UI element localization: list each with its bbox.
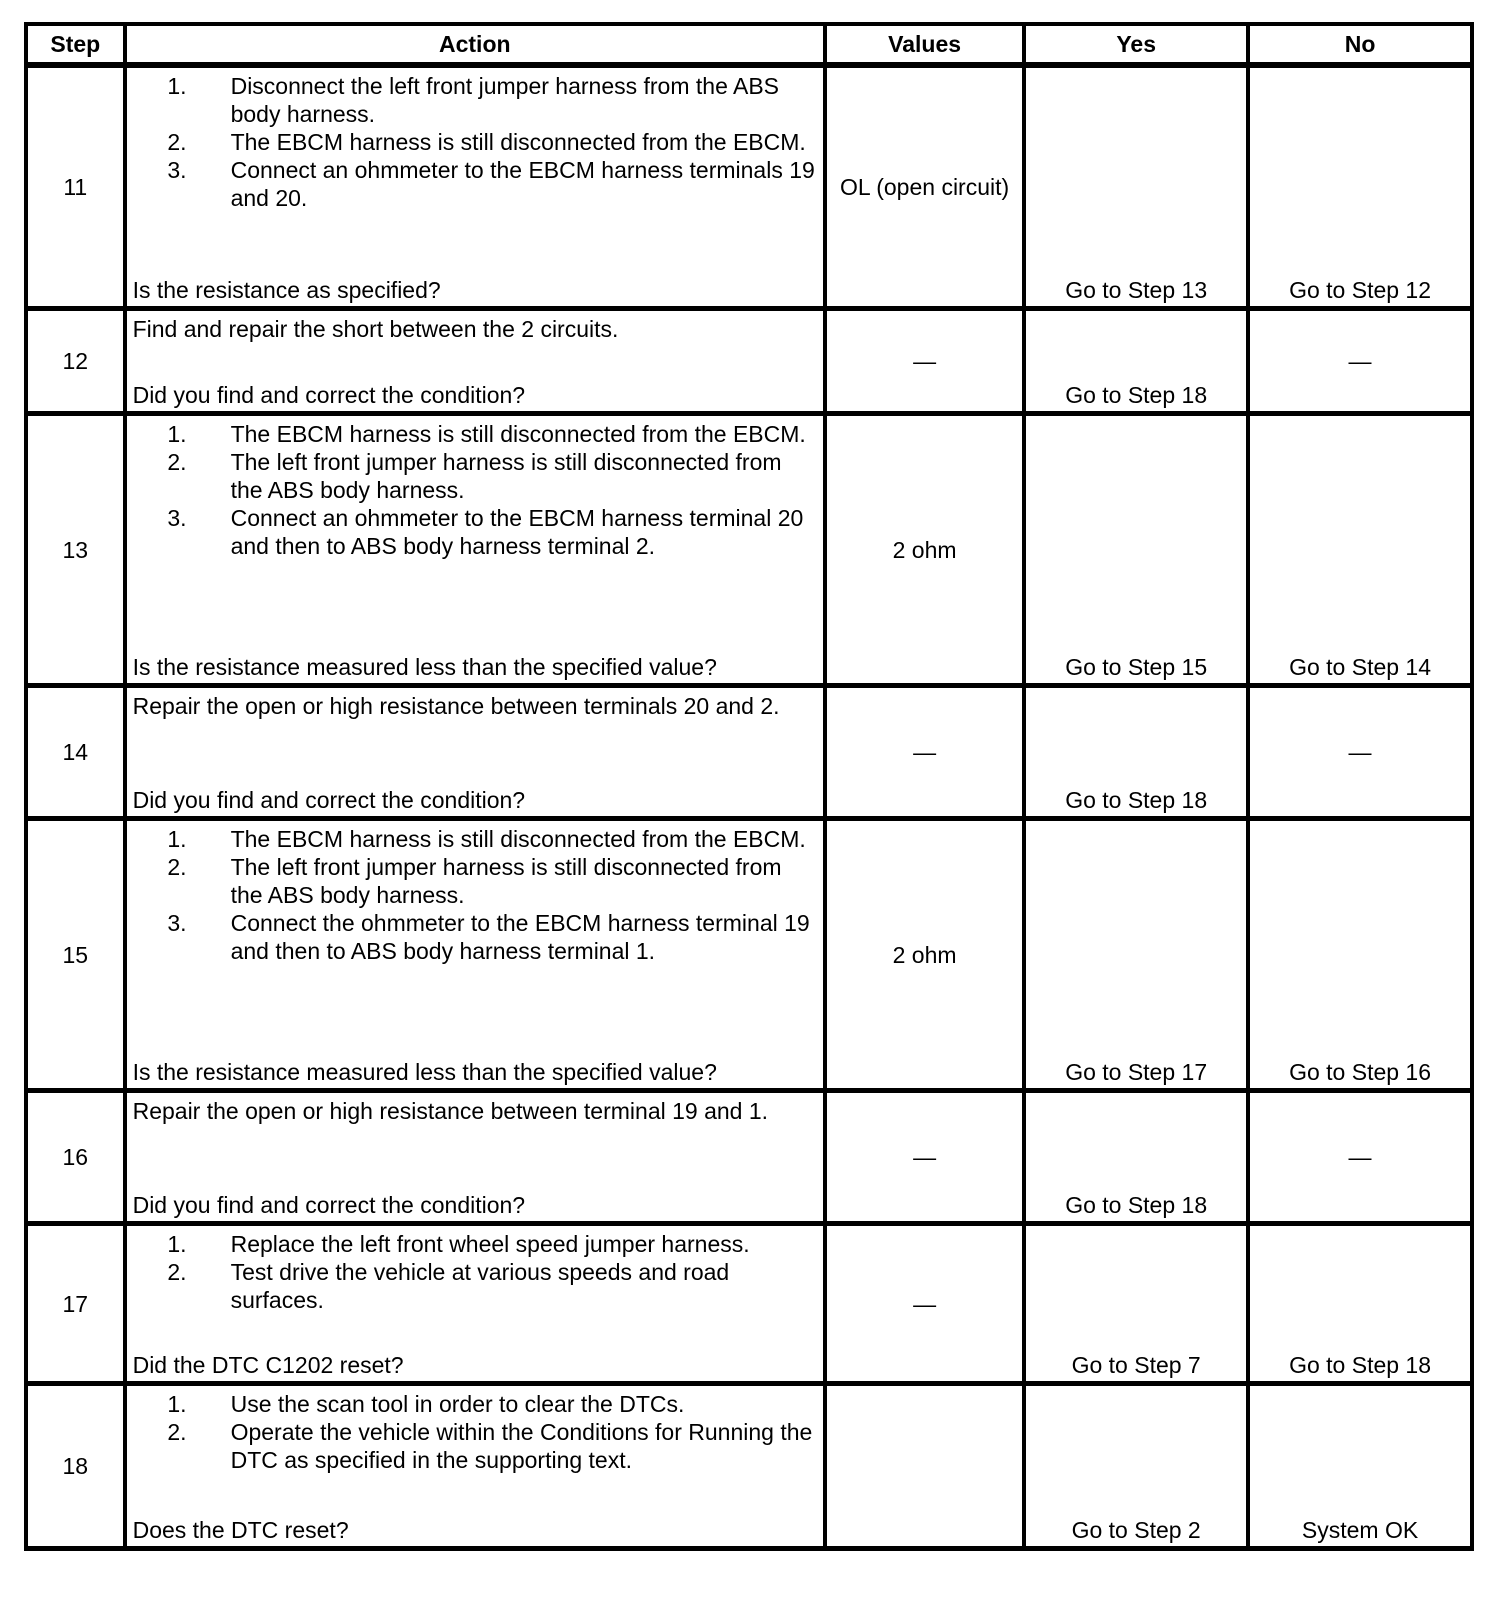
action-step-item <box>133 504 815 560</box>
values-cell: — <box>825 1224 1024 1384</box>
action-step-number: 2. <box>167 129 187 155</box>
header-yes: Yes <box>1024 24 1248 65</box>
yes-cell: Go to Step 17 <box>1024 819 1248 1091</box>
action-step-number: 1. <box>167 73 187 99</box>
yes-cell: Go to Step 2 <box>1024 1384 1248 1549</box>
table-row <box>26 819 1472 1091</box>
action-step-item <box>133 1390 815 1418</box>
action-cell <box>125 686 825 819</box>
no-cell: Go to Step 18 <box>1248 1224 1472 1384</box>
header-step: Step <box>26 24 125 65</box>
values-cell: 2 ohm <box>825 819 1024 1091</box>
table-row <box>26 1091 1472 1224</box>
action-step-text: The EBCM harness is still disconnected from the EBCM. <box>230 421 806 447</box>
yes-cell: Go to Step 13 <box>1024 65 1248 309</box>
action-step-item <box>133 1230 815 1258</box>
action-content <box>133 1390 815 1544</box>
action-content <box>133 692 815 814</box>
action-content <box>133 1230 815 1379</box>
action-cell <box>125 819 825 1091</box>
step-number: 17 <box>26 1224 125 1384</box>
action-cell <box>125 65 825 309</box>
action-step-number: 3. <box>167 157 187 183</box>
yes-cell: Go to Step 15 <box>1024 414 1248 686</box>
step-number: 12 <box>26 309 125 414</box>
action-step-text: Operate the vehicle within the Conditions for Running the DTC as specified in the supporting text. <box>230 1419 813 1473</box>
values-cell: OL (open circuit) <box>825 65 1024 309</box>
yes-cell: Go to Step 7 <box>1024 1224 1248 1384</box>
action-question: Did the DTC C1202 reset? <box>132 1352 404 1378</box>
action-step-text: Connect an ohmmeter to the EBCM harness terminal 20 and then to ABS body harness terminal 2. <box>230 505 804 559</box>
action-step-item <box>133 72 815 128</box>
step-number: 13 <box>26 414 125 686</box>
action-step-number: 1. <box>167 1231 187 1257</box>
table-row <box>26 309 1472 414</box>
action-step-item <box>133 853 815 909</box>
no-cell: Go to Step 16 <box>1248 819 1472 1091</box>
action-cell <box>125 1091 825 1224</box>
action-step-text: Replace the left front wheel speed jumper harness. <box>230 1231 750 1257</box>
values-cell: — <box>825 686 1024 819</box>
yes-cell: Go to Step 18 <box>1024 686 1248 819</box>
action-step-text: Use the scan tool in order to clear the DTCs. <box>230 1391 685 1417</box>
action-step-text: The left front jumper harness is still disconnected from the ABS body harness. <box>230 854 782 908</box>
action-content <box>133 1097 815 1219</box>
table-body <box>26 65 1472 1549</box>
no-cell: — <box>1248 1091 1472 1224</box>
values-cell: — <box>825 309 1024 414</box>
action-text: Repair the open or high resistance between terminals 20 and 2. <box>132 693 780 719</box>
values-cell: 2 ohm <box>825 414 1024 686</box>
action-step-item <box>133 448 815 504</box>
action-step-list <box>133 825 815 965</box>
action-step-text: Connect an ohmmeter to the EBCM harness terminals 19 and 20. <box>230 157 815 211</box>
action-question: Did you find and correct the condition? <box>132 787 526 813</box>
action-text: Repair the open or high resistance between terminal 19 and 1. <box>132 1098 769 1124</box>
action-question: Is the resistance as specified? <box>132 277 441 303</box>
action-step-list <box>133 1230 815 1314</box>
header-row <box>26 24 1472 65</box>
no-cell: Go to Step 14 <box>1248 414 1472 686</box>
action-step-list <box>133 420 815 560</box>
action-step-number: 1. <box>167 421 187 447</box>
action-content <box>133 315 815 409</box>
action-step-list <box>133 1390 815 1474</box>
values-cell <box>825 1384 1024 1549</box>
table-row <box>26 686 1472 819</box>
action-step-item <box>133 128 815 156</box>
diagnostic-table <box>24 22 1474 1551</box>
action-step-number: 3. <box>167 505 187 531</box>
no-cell: — <box>1248 309 1472 414</box>
action-content <box>133 72 815 304</box>
action-text: Find and repair the short between the 2 circuits. <box>132 316 619 342</box>
action-step-number: 2. <box>167 1259 187 1285</box>
action-question: Did you find and correct the condition? <box>132 382 526 408</box>
action-step-text: Test drive the vehicle at various speeds and road surfaces. <box>230 1259 730 1313</box>
action-cell <box>125 414 825 686</box>
action-step-number: 2. <box>167 854 187 880</box>
header-action: Action <box>125 24 825 65</box>
yes-cell: Go to Step 18 <box>1024 309 1248 414</box>
action-cell <box>125 1384 825 1549</box>
table-row <box>26 1384 1472 1549</box>
action-step-text: Connect the ohmmeter to the EBCM harness terminal 19 and then to ABS body harness terminal 1. <box>230 910 810 964</box>
no-cell: — <box>1248 686 1472 819</box>
action-question: Does the DTC reset? <box>132 1517 349 1543</box>
table-row <box>26 65 1472 309</box>
action-step-item <box>133 909 815 965</box>
action-cell <box>125 1224 825 1384</box>
no-cell: Go to Step 12 <box>1248 65 1472 309</box>
action-question: Did you find and correct the condition? <box>132 1192 526 1218</box>
no-cell: System OK <box>1248 1384 1472 1549</box>
action-step-item <box>133 1418 815 1474</box>
action-step-item <box>133 156 815 212</box>
action-step-item <box>133 825 815 853</box>
step-number: 18 <box>26 1384 125 1549</box>
action-step-item <box>133 1258 815 1314</box>
header-values: Values <box>825 24 1024 65</box>
action-question: Is the resistance measured less than the specified value? <box>132 1059 717 1085</box>
step-number: 14 <box>26 686 125 819</box>
values-cell: — <box>825 1091 1024 1224</box>
action-step-number: 3. <box>167 910 187 936</box>
action-step-text: The left front jumper harness is still disconnected from the ABS body harness. <box>230 449 782 503</box>
action-step-number: 1. <box>167 1391 187 1417</box>
action-content <box>133 825 815 1086</box>
step-number: 11 <box>26 65 125 309</box>
action-step-list <box>133 72 815 212</box>
action-content <box>133 420 815 681</box>
step-number: 16 <box>26 1091 125 1224</box>
table-row <box>26 1224 1472 1384</box>
yes-cell: Go to Step 18 <box>1024 1091 1248 1224</box>
table-row <box>26 414 1472 686</box>
step-number: 15 <box>26 819 125 1091</box>
action-step-text: The EBCM harness is still disconnected from the EBCM. <box>230 826 806 852</box>
action-question: Is the resistance measured less than the specified value? <box>132 654 717 680</box>
action-step-number: 1. <box>167 826 187 852</box>
header-no: No <box>1248 24 1472 65</box>
action-step-number: 2. <box>167 1419 187 1445</box>
action-step-item <box>133 420 815 448</box>
action-step-number: 2. <box>167 449 187 475</box>
action-step-text: Disconnect the left front jumper harness from the ABS body harness. <box>230 73 780 127</box>
action-cell <box>125 309 825 414</box>
action-step-text: The EBCM harness is still disconnected from the EBCM. <box>230 129 806 155</box>
